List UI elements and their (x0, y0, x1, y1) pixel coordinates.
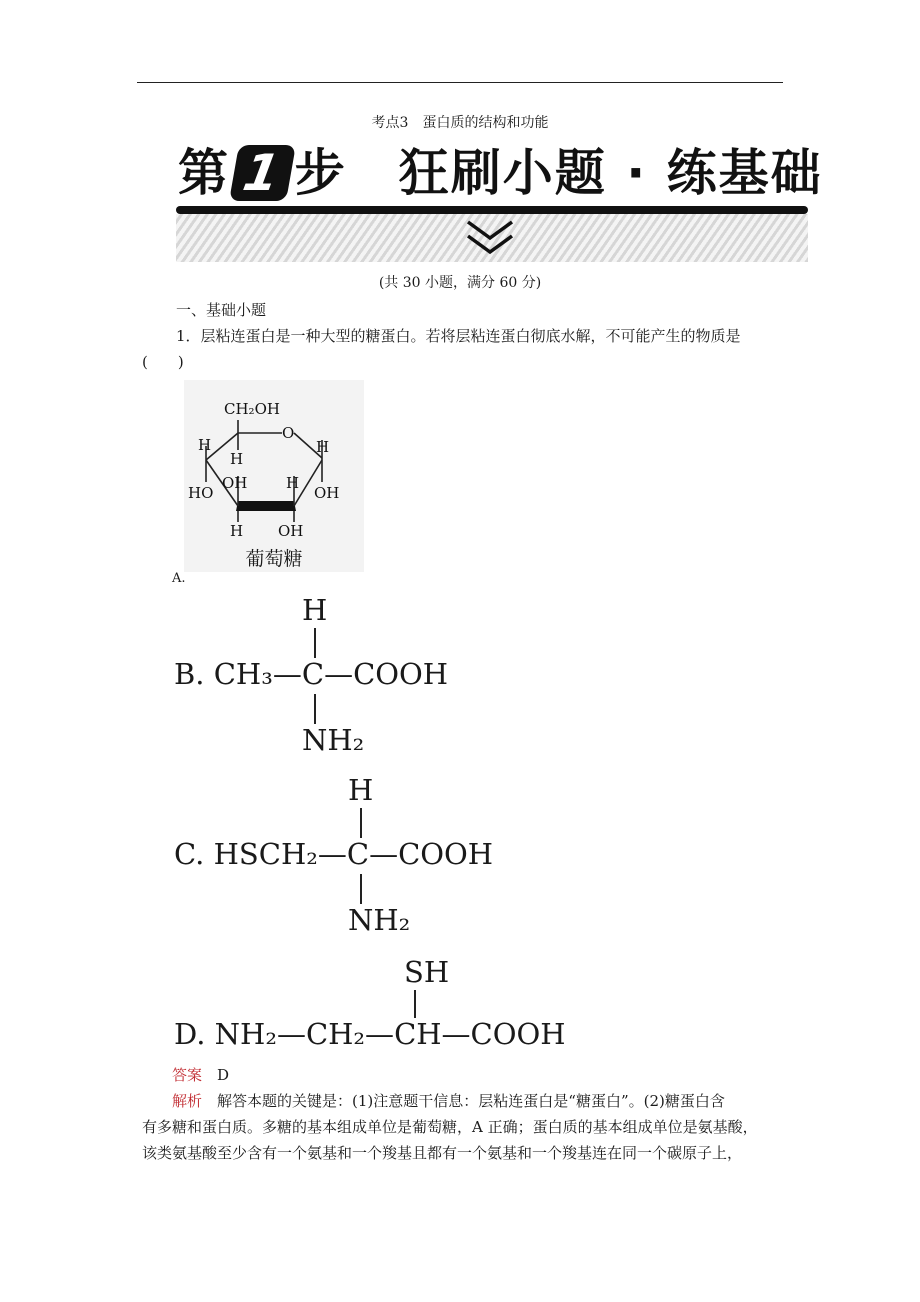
label-oh: OH (314, 484, 340, 502)
bond-line (360, 808, 362, 838)
option-d-left: D. NH₂—CH₂— (174, 1017, 395, 1051)
top-rule (137, 82, 783, 83)
analysis-line-1 (172, 1088, 792, 1114)
option-b-top-h: H (302, 593, 328, 627)
option-c-left: C. HSCH₂— (174, 837, 347, 871)
option-d-center: CH (394, 1017, 442, 1051)
option-c-center: C (346, 837, 370, 871)
banner-step-number: 1 (229, 145, 296, 201)
option-b-formula (174, 656, 448, 692)
question-count-meta: (共 30 小题，满分 60 分) (378, 275, 542, 291)
analysis-label: 解析 (172, 1092, 203, 1110)
answer-label: 答案 (172, 1066, 203, 1084)
label-h: H (286, 474, 300, 492)
option-c-right: —COOH (369, 837, 494, 871)
label-ring-oxygen: O (282, 424, 295, 442)
option-d-top-sh: SH (404, 955, 450, 989)
banner-title-part2: 步 狂刷小题 · 练基础 (294, 144, 823, 202)
analysis-line-3: 该类氨基酸至少含有一个氨基和一个羧基且都有一个氨基和一个羧基连在同一个碳原子上， (142, 1144, 743, 1162)
banner-title (178, 136, 823, 210)
analysis-line-2: 有多糖和蛋白质。多糖的基本组成单位是葡萄糖，A 正确；蛋白质的基本组成单位是氨基酸， (142, 1118, 758, 1136)
label-h: H (230, 450, 244, 468)
chevron-down-icon (462, 216, 518, 260)
option-c-formula (174, 836, 493, 872)
option-c-bottom-nh2: NH₂ (348, 903, 411, 937)
label-oh: OH (278, 522, 304, 540)
option-b-bottom-nh2: NH₂ (302, 723, 365, 757)
label-oh: OH (222, 474, 248, 492)
answer-line (172, 1062, 229, 1088)
option-d-right: —COOH (441, 1017, 566, 1051)
label-h: H (316, 438, 330, 456)
label-ch2oh: CH₂OH (224, 400, 280, 418)
analysis-text-1: 解答本题的关键是：(1)注意题干信息：层粘连蛋白是“糖蛋白”。(2)糖蛋白含 (217, 1092, 725, 1110)
label-ho: HO (188, 484, 214, 502)
section-heading: 一、基础小题 (176, 301, 267, 319)
question-blank: ( ) (142, 353, 184, 371)
glucose-caption: 葡萄糖 (245, 548, 303, 570)
answer-value: D (217, 1066, 230, 1084)
label-h: H (230, 522, 244, 540)
bond-line (314, 628, 316, 658)
banner-title-part1: 第 (178, 144, 230, 202)
banner-bar (176, 206, 808, 214)
section-label: 考点3 蛋白质的结构和功能 (371, 115, 549, 131)
option-a-letter: A. (172, 571, 186, 586)
option-b-right: —COOH (324, 657, 449, 691)
glucose-figure (184, 380, 364, 572)
question-text: 1．层粘连蛋白是一种大型的糖蛋白。若将层粘连蛋白彻底水解，不可能产生的物质是 (176, 327, 741, 345)
option-b-left: B. CH₃— (174, 657, 302, 691)
option-d-formula (174, 1016, 566, 1052)
bond-line (414, 990, 416, 1018)
label-h: H (198, 436, 212, 454)
bond-line (360, 874, 362, 904)
option-c-top-h: H (348, 773, 374, 807)
option-b-center: C (301, 657, 325, 691)
bond-line (314, 694, 316, 724)
